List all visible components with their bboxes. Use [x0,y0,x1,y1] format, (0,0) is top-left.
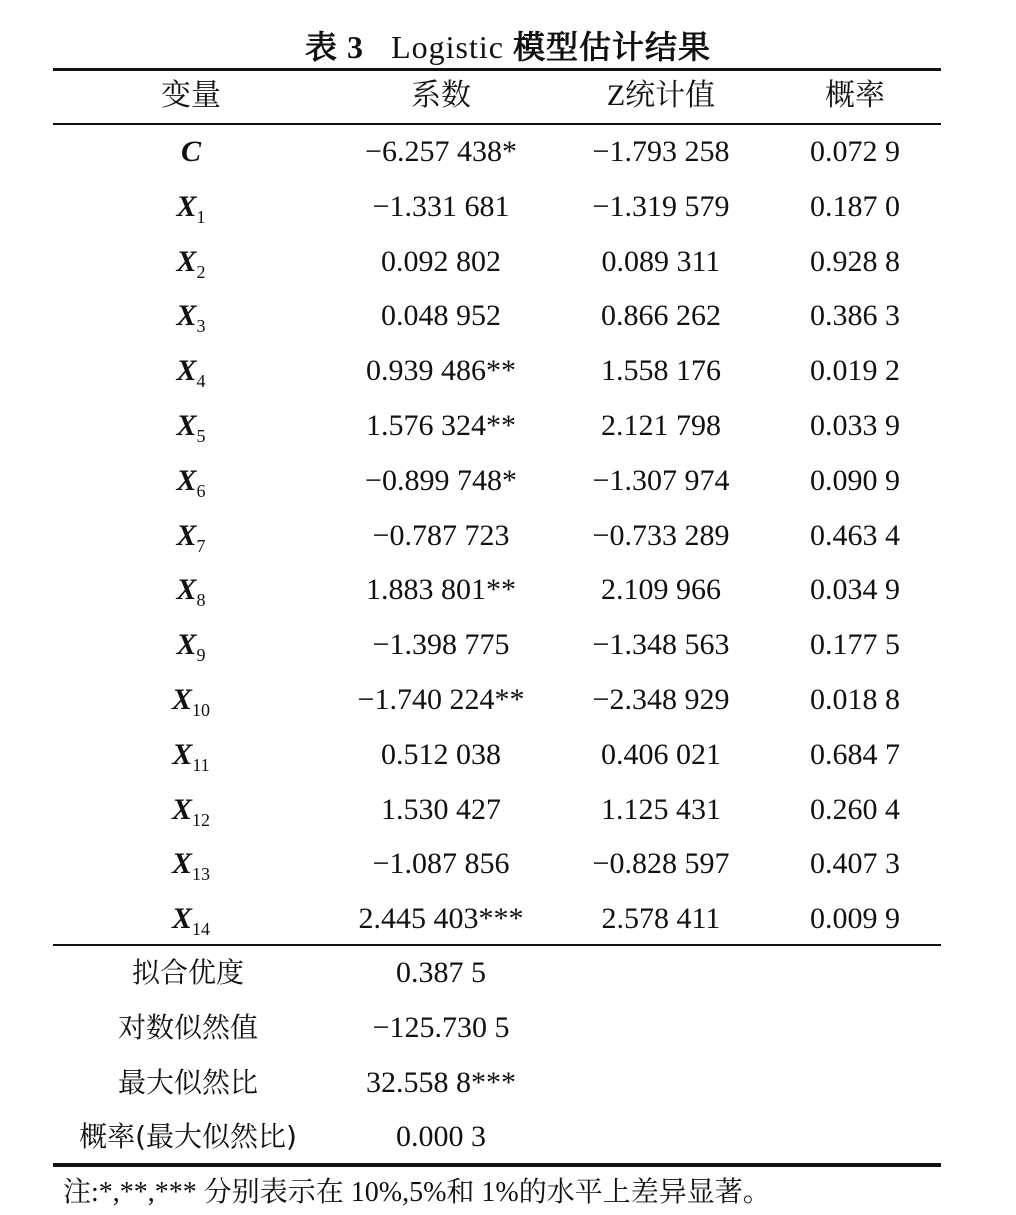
variable-cell: $X_{11}$ [172,737,210,775]
coefficient-cell: 2.445 403*** [358,902,524,936]
coefficient-cell: −6.257 438* [365,135,517,168]
probability-cell: 0.009 9 [810,902,900,936]
probability-cell: 0.018 8 [810,683,900,716]
coefficient-cell: 1.576 324** [366,409,516,442]
statistic-value: −125.730 5 [372,1010,510,1044]
z-statistic-cell: −0.828 597 [592,847,730,881]
variable-cell: $X_{13}$ [171,847,210,885]
coefficient-cell: 1.530 427 [381,792,501,826]
coefficient-cell: −0.899 748* [365,463,517,497]
probability-cell: 0.386 3 [810,299,900,333]
z-statistic-cell: 1.558 176 [601,354,721,388]
z-statistic-cell: 0.866 262 [601,299,721,333]
statistic-label: 拟合优度 [131,956,244,989]
statistic-label: 最大似然比 [117,1065,258,1099]
bottom-rule [53,1163,941,1167]
variable-cell: C [180,135,201,168]
z-statistic-cell: −1.319 579 [592,189,730,223]
variable-cell: $X_2$ [176,244,206,282]
table-row [53,563,941,617]
coefficient-cell: −0.787 723 [372,518,510,552]
coefficient-cell: 0.092 802 [381,244,501,278]
statistic-value: 0.387 5 [396,956,486,989]
table-row [53,892,941,946]
probability-cell: 0.033 9 [810,409,900,442]
z-statistic-cell: 2.121 798 [601,409,721,442]
probability-cell: 0.463 4 [810,518,900,552]
variable-cell: $X_1$ [176,189,206,227]
table-note: 注:*,**,*** 分别表示在 10%,5%和 1%的水平上差异显著。 [63,1177,771,1208]
statistic-row [53,1001,941,1055]
variable-cell: $X_8$ [176,573,206,611]
table-row [53,344,941,398]
table-row [53,509,941,563]
header-coefficient: 系数 [411,79,471,112]
table-row [53,454,941,508]
coefficient-cell: 1.883 801** [366,573,516,607]
variable-cell: $X_{12}$ [171,792,210,830]
table-row [53,235,941,289]
probability-cell: 0.072 9 [810,135,900,168]
probability-cell: 0.177 5 [810,628,900,662]
probability-cell: 0.684 7 [810,737,900,771]
probability-cell: 0.187 0 [810,189,900,223]
z-statistic-cell: 0.089 311 [601,244,721,278]
variable-cell: $X_5$ [176,409,206,446]
z-statistic-cell: −0.733 289 [592,518,730,552]
statistic-row [53,1110,941,1164]
statistic-value: 0.000 3 [396,1120,486,1154]
z-statistic-cell: −1.348 563 [592,628,730,662]
header-z-statistic: Z统计值 [606,79,716,112]
table-number: 表 3 [305,29,365,65]
table-row [53,399,941,453]
table-row [53,289,941,343]
coefficient-cell: −1.740 224** [357,683,525,716]
table-row [53,728,941,782]
z-statistic-cell: −2.348 929 [592,683,730,716]
statistic-row [53,946,941,1000]
statistic-label: 对数似然值 [117,1010,258,1044]
variable-cell: $X_{14}$ [171,902,210,940]
title-model-name: Logistic [391,29,504,65]
table-row [53,125,941,179]
variable-cell: $X_3$ [176,299,206,337]
z-statistic-cell: −1.307 974 [592,463,730,497]
statistic-row [53,1056,941,1110]
header-row [53,69,941,123]
variable-cell: $X_4$ [176,354,206,392]
table-title [0,22,1016,68]
variable-cell: $X_9$ [176,628,206,666]
probability-cell: 0.019 2 [810,354,900,388]
probability-cell: 0.928 8 [810,244,900,278]
table-row [53,180,941,234]
z-statistic-cell: 1.125 431 [601,792,721,826]
z-statistic-cell: 2.578 411 [601,902,721,936]
coefficient-cell: −1.087 856 [372,847,510,881]
header-variable: 变量 [161,79,221,112]
coefficient-cell: 0.512 038 [381,737,501,771]
header-probability: 概率 [825,79,885,112]
statistic-label: 概率(最大似然比) [79,1120,297,1154]
statistic-value: 32.558 8*** [366,1065,516,1099]
z-statistic-cell: 2.109 966 [601,573,721,607]
variable-cell: $X_7$ [176,518,206,556]
probability-cell: 0.090 9 [810,463,900,497]
coefficient-cell: −1.398 775 [372,628,510,662]
table-row [53,837,941,891]
probability-cell: 0.034 9 [810,573,900,607]
table-row [53,673,941,727]
coefficient-cell: −1.331 681 [372,189,510,223]
table-row [53,783,941,837]
title-text: 模型估计结果 [512,29,711,65]
coefficient-cell: 0.939 486** [366,354,516,388]
coefficient-cell: 0.048 952 [381,299,501,333]
z-statistic-cell: 0.406 021 [601,737,721,771]
probability-cell: 0.260 4 [810,792,900,826]
table-row [53,618,941,672]
variable-cell: $X_6$ [176,463,206,501]
variable-cell: $X_{10}$ [171,683,210,720]
z-statistic-cell: −1.793 258 [592,135,730,168]
probability-cell: 0.407 3 [810,847,900,881]
